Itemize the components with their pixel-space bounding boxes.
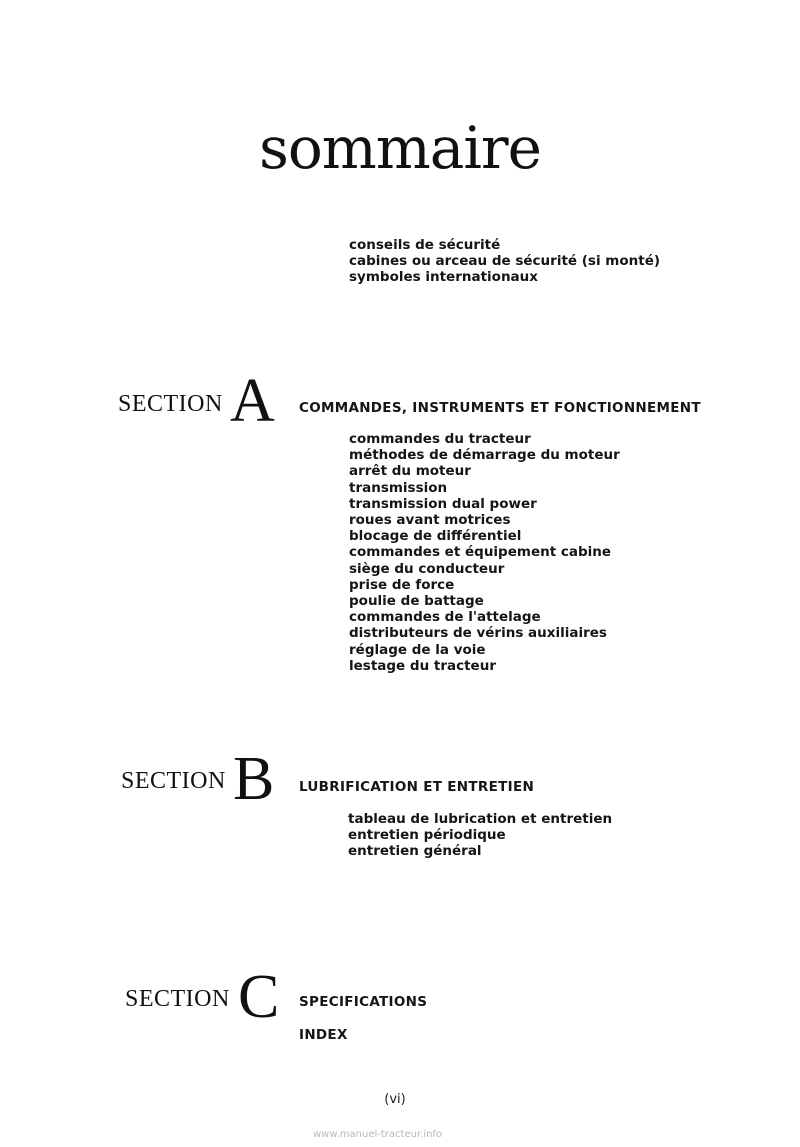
list-item: commandes de l'attelage [349, 609, 541, 626]
list-item: arrêt du moteur [349, 463, 471, 480]
section-b-letter: B [233, 745, 275, 813]
list-item: transmission [349, 479, 448, 496]
list-item: entretien périodique [348, 827, 506, 844]
list-item: prise de force [349, 576, 455, 593]
list-item: roues avant motrices [349, 512, 511, 529]
list-item: entretien général [348, 843, 482, 860]
watermark-text: www.manuel-tracteur.info [313, 1129, 443, 1140]
page-number: (vi) [384, 1092, 406, 1107]
list-item: distributeurs de vérins auxiliaires [349, 625, 607, 642]
section-a-letter: A [230, 367, 275, 435]
list-item: cabines ou arceau de sécurité (si monté) [349, 253, 661, 270]
page-title: sommaire [259, 114, 541, 182]
list-item: conseils de sécurité [349, 237, 501, 253]
list-item: blocage de différentiel [349, 528, 522, 545]
section-b-list [348, 811, 612, 860]
section-c-word: SECTION [125, 986, 230, 1012]
section-b-word: SECTION [121, 768, 226, 794]
list-item: poulie de battage [349, 593, 484, 610]
list-item: commandes et équipement cabine [349, 544, 612, 561]
intro-list [349, 237, 660, 286]
list-item: lestage du tracteur [349, 657, 496, 674]
list-item: tableau de lubrication et entretien [348, 811, 613, 827]
section-c-letter: C [238, 963, 280, 1031]
section-a-list [349, 431, 620, 674]
list-item: siège du conducteur [349, 560, 505, 577]
section-b-heading: LUBRIFICATION ET ENTRETIEN [299, 779, 535, 795]
list-item: symboles internationaux [349, 269, 538, 286]
index-heading: INDEX [299, 1027, 348, 1043]
section-c-heading: SPECIFICATIONS [299, 994, 428, 1010]
list-item: transmission dual power [349, 495, 537, 512]
list-item: méthodes de démarrage du moteur [349, 447, 620, 464]
section-a-word: SECTION [118, 391, 223, 417]
list-item: commandes du tracteur [349, 431, 531, 447]
section-a-heading: COMMANDES, INSTRUMENTS ET FONCTIONNEMENT [299, 400, 701, 416]
list-item: réglage de la voie [349, 641, 486, 658]
